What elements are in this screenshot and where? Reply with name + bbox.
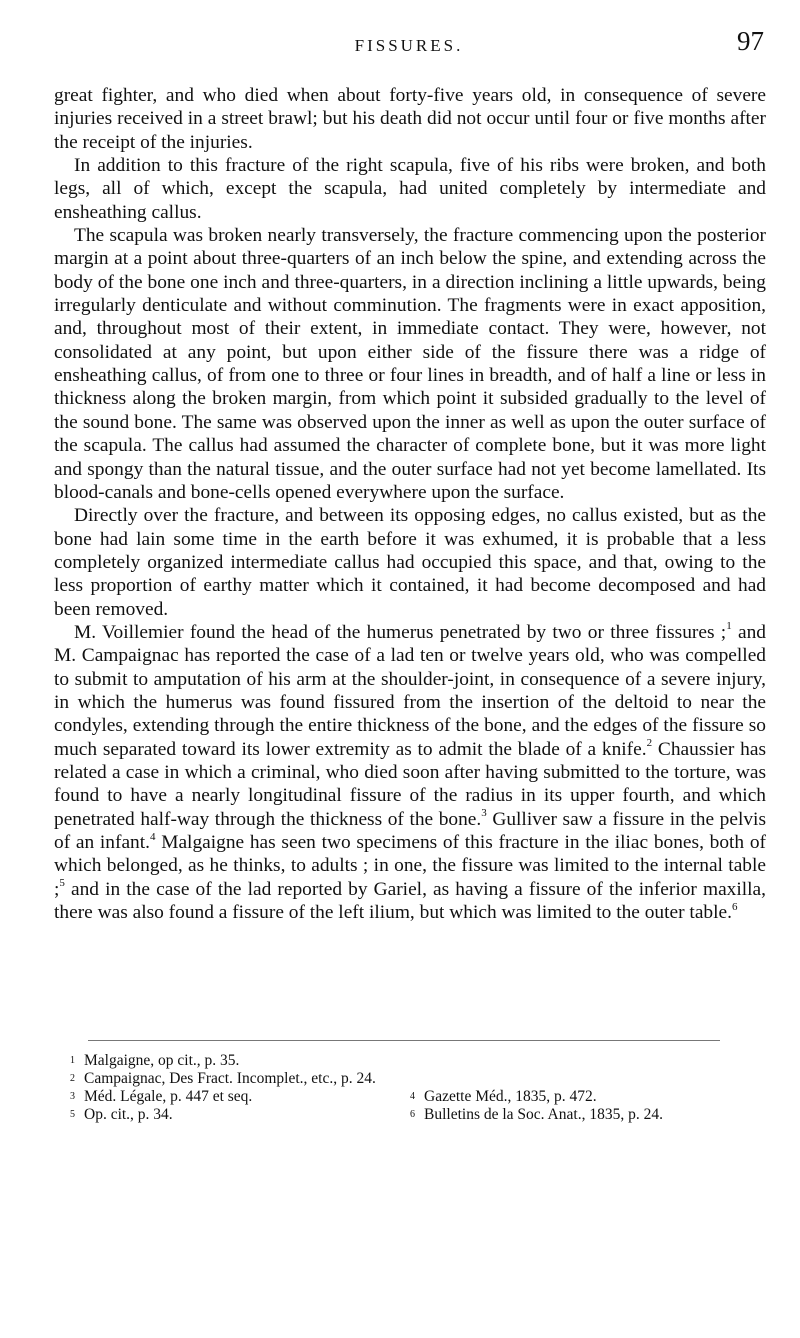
text-run: and in the case of the lad reported by Gariel, as having a fissure of the inferior maxilla, there was also found a fissure of the left ilium, but which was limited to the outer table. <box>54 878 766 924</box>
footnote-text: Bulletins de la Soc. Anat., 1835, p. 24. <box>424 1106 663 1123</box>
footnote-mark: 1 <box>70 1055 75 1066</box>
footnote-mark: 3 <box>70 1091 75 1102</box>
text-run: Gulliver saw a fissure in the pelvis of an infant. <box>54 808 766 853</box>
footnote-text: Op. cit., p. 34. <box>84 1106 173 1123</box>
footnote-row <box>70 1106 770 1124</box>
footnote-mark: 2 <box>70 1073 75 1084</box>
paragraph: The scapula was broken nearly transversely, the fracture commencing upon the posterior margin at a point about three-quarters of an inch below the spine, and extending across the body of the bone one inch and three-quarters, in a direction inclining a little upwards, being irregularly denticulate and without comminution. The fragments were in exact apposition, and, throughout most of their extent, in immediate contact. They were, however, not consolidated at any point, but upon either side of the fissure there was a ridge of ensheathing callus, of from one to three or four lines in breadth, and of half a line or less in thickness along the broken margin, from which point it subsided gradually to the level of the sound bone. The same was observed upon the inner as well as upon the outer surface of the scapula. The callus had assumed the character of complete bone, but it was more light and spongy than the natural tissue, and the outer surface had not yet become lamellated. Its blood-canals and bone-cells opened everywhere upon the surface. <box>54 225 766 503</box>
text-run: and M. Campaignac has reported the case of a lad ten or twelve years old, who was compelled to submit to amputation of his arm at the shoulder-joint, in consequence of a severe injury, in which the humerus was found fissured from the insertion of the deltoid to near the condyles, extending through the entire thickness of the bone, and the edges of the fissure so much separated toward its lower extremity as to admit the blade of a knife. <box>54 621 766 760</box>
footnote-row <box>70 1088 770 1106</box>
paragraph: In addition to this fracture of the right scapula, five of his ribs were broken, and both legs, all of which, except the scapula, had united completely by intermediate and ensheathing callus. <box>54 155 766 223</box>
footnote-text: Gazette Méd., 1835, p. 472. <box>424 1088 597 1105</box>
text-run: M. Voillemier found the head of the humerus penetrated by two or three fissures ; <box>74 621 727 643</box>
paragraph-continued: great fighter, and who died when about forty-five years old, in consequence of severe injuries received in a street brawl; but his death did not occur until four or five months after the receipt of the injuries. <box>54 85 766 153</box>
paragraph: Directly over the fracture, and between its opposing edges, no callus existed, but as the bone had lain some time in the earth before it was exhumed, it is probable that a less completely organized intermediate callus had occupied this space, and that, owing to the less proportion of earthy matter which it contained, it had become decomposed and had been removed. <box>54 505 766 620</box>
footnote-row <box>70 1070 770 1088</box>
footnote <box>70 1052 239 1070</box>
page-number: 97 <box>737 26 764 56</box>
footnote-mark: 4 <box>410 1091 415 1102</box>
footnote-reference: 6 <box>731 900 738 913</box>
footnote <box>410 1106 663 1124</box>
body-text <box>54 84 766 924</box>
footnote-mark: 6 <box>410 1109 415 1120</box>
footnote <box>70 1088 410 1106</box>
footnote-divider <box>88 1040 720 1041</box>
footnote-reference: 3 <box>481 807 487 820</box>
running-title: FISSURES. <box>354 36 464 55</box>
text-run: Chaussier has related a case in which a criminal, who died soon after having submitted to the torture, was found to have a nearly longitudinal fissure of the radius in its upper fourth, and which penetrated half-way through the thickness of the bone. <box>54 738 766 830</box>
footnote-reference: 2 <box>646 737 653 750</box>
text-run: Malgaigne has seen two specimens of this fracture in the iliac bones, both of which belonged, as he thinks, to adults ; in one, the fissure was limited to the internal table ; <box>54 832 766 900</box>
footnote-row <box>70 1052 770 1070</box>
footnotes <box>70 1052 770 1124</box>
footnote-mark: 5 <box>70 1109 75 1120</box>
footnote <box>410 1088 597 1106</box>
footnote <box>70 1106 410 1124</box>
footnote-text: Campaignac, Des Fract. Incomplet., etc., p. 24. <box>84 1070 376 1087</box>
footnote <box>70 1070 376 1088</box>
footnote-reference: 1 <box>726 620 732 633</box>
footnote-reference: 4 <box>149 830 156 843</box>
footnote-text: Malgaigne, op cit., p. 35. <box>84 1052 240 1069</box>
paragraph-with-references <box>54 621 766 924</box>
running-head <box>54 26 764 60</box>
footnote-reference: 5 <box>59 877 65 890</box>
footnote-text: Méd. Légale, p. 447 et seq. <box>84 1088 253 1105</box>
